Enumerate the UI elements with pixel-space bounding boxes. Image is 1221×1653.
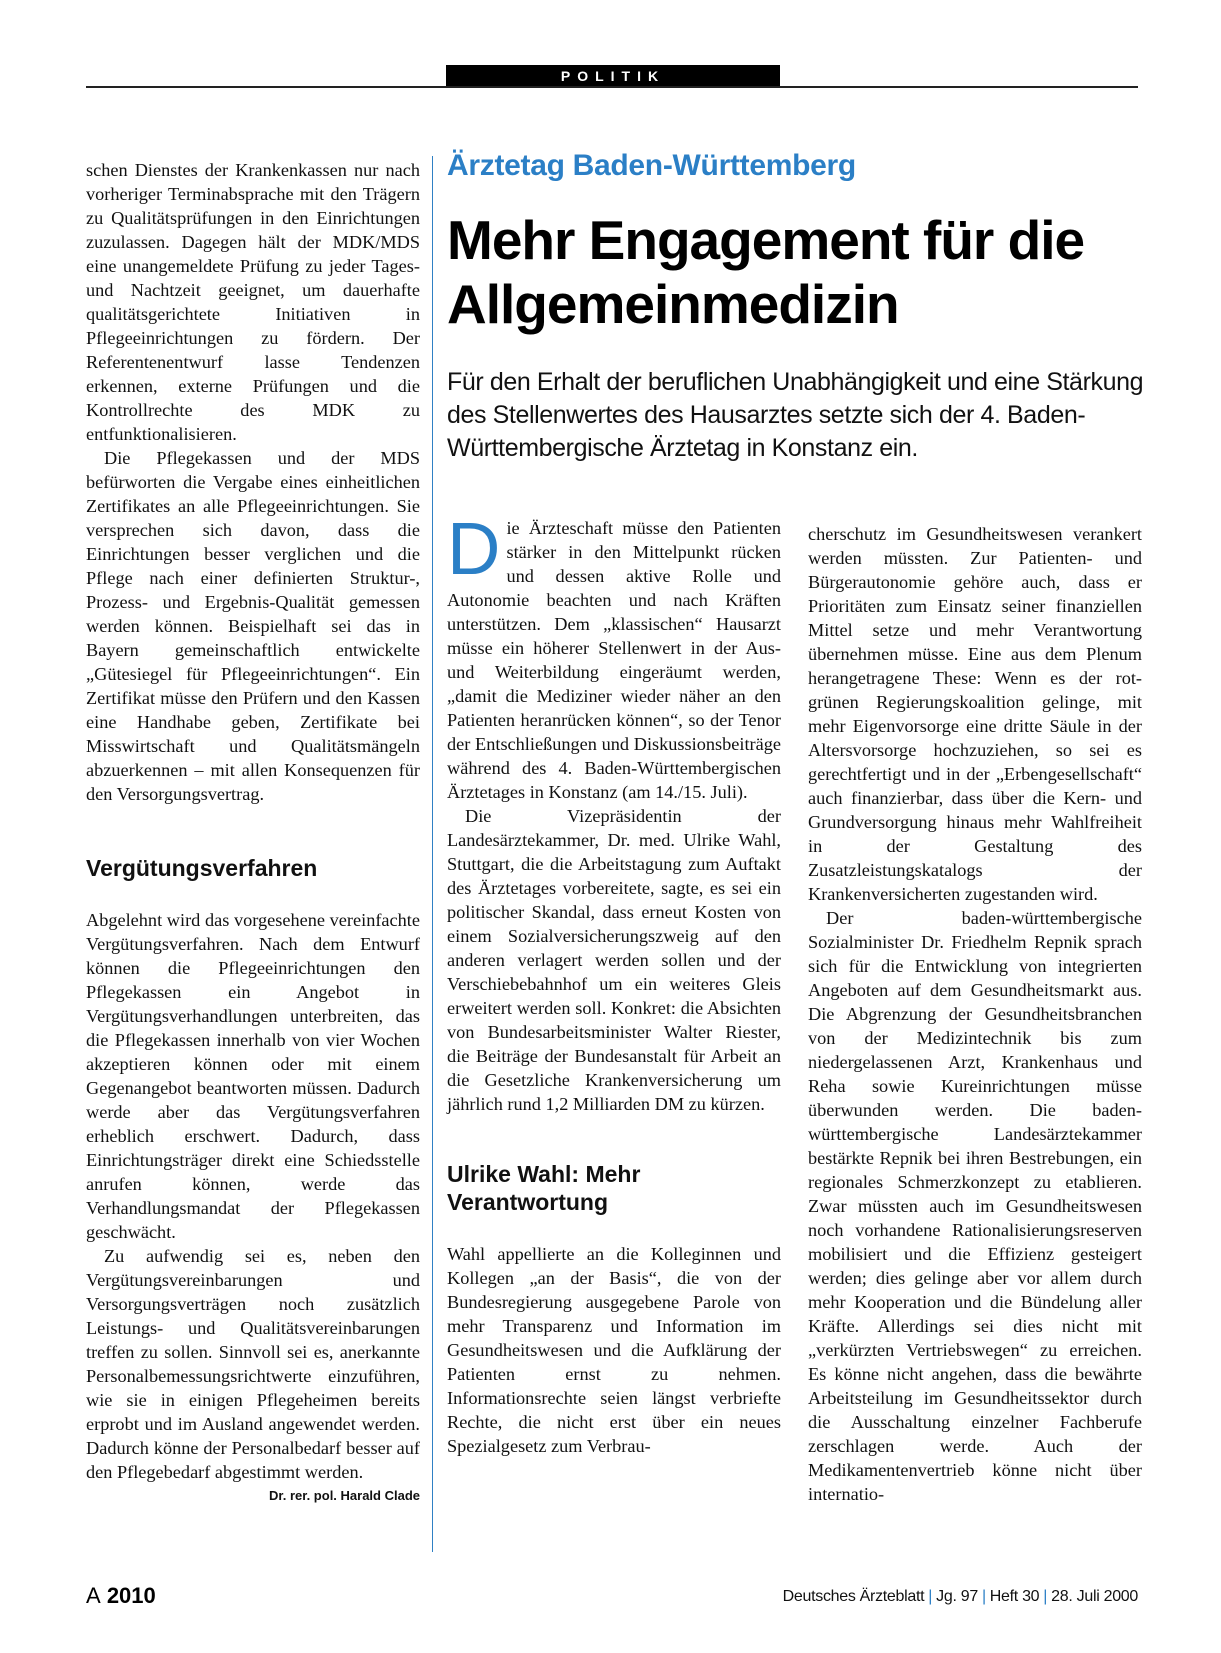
journal-name: Deutsches Ärzteblatt — [782, 1588, 925, 1605]
body-paragraph: schen Dienstes der Krankenkassen nur nach vorheriger Terminabsprache mit den Trägern zu Qualitätsprüfungen in den Einrichtungen zuzulassen. Dagegen hält der MDK/MDS eine unangemeldete Prüfung zu jeder Tages- und Nachtzeit geeignet, um dauerhafte qualitätsgerichtete Initiativen in Pflegeeinrichtungen zu fördern. Der Referentenentwurf lasse Tendenzen erkennen, externe Prüfungen und die Kontrollrechte des MDK zu entfunktionalisieren. — [86, 160, 420, 444]
article-headline: Mehr Engagement für die Allgemeinmedizin — [447, 209, 1085, 335]
column-divider — [432, 156, 433, 1552]
lead-paragraph — [447, 507, 781, 804]
issue: Heft 30 — [989, 1588, 1040, 1605]
page-number — [86, 1583, 156, 1609]
page-prefix: A — [86, 1583, 101, 1608]
header-rule — [86, 86, 1138, 88]
page-number-value: 2010 — [106, 1583, 156, 1608]
article-teaser: Für den Erhalt der beruflichen Unabhängigkeit und eine Stärkung des Stellenwertes des Hausarztes setzte sich der 4. Baden-Württembergische Ärztetag in Konstanz ein. — [447, 368, 1144, 462]
separator: | — [1043, 1588, 1048, 1605]
previous-article-column — [86, 158, 420, 1508]
body-paragraph — [86, 1244, 420, 1503]
section-label: POLITIK — [446, 65, 780, 87]
drop-cap: D — [447, 507, 501, 590]
volume: Jg. 97 — [936, 1588, 978, 1605]
body-paragraph: Die Pflegekassen und der MDS befürworten die Vergabe eines einheitlichen Zertifikates an alle Pflegeeinrichtungen. Sie versprechen sich davon, dass die Einrichtungen besser verglichen und die Pflege nach einer definierten Struktur-, Prozess- und Ergebnis-Qualität gemessen werden können. Beispielhaft sei das in Bayern gemeinschaftlich entwickelte „Gütesiegel für Pflegeeinrichtungen“. Ein Zertifikat müsse den Prüfern und den Kassen eine Handhabe geben, Zertifikate bei Misswirtschaft und Qualitätsmängeln abzuerkennen – mit allen Konsequenzen für den Versorgungsvertrag. — [86, 448, 420, 804]
article-column-3 — [808, 522, 1142, 1506]
subheading: Vergütungsverfahren — [86, 855, 318, 881]
body-paragraph: Der baden-württembergische Sozialminister Dr. Friedhelm Repnik sprach sich für die Entwicklung von integrierten Angeboten auf dem Gesundheitsmarkt aus. Die Abgrenzung der Gesundheitsbranchen von der Medizintechnik bis zum niedergelassenen Arzt, Krankenhaus und Reha sowie Kureinrichtungen müsse überwunden werden. Die baden-württembergische Landesärztekammer bestärkte Repnik bei ihren Bestrebungen, ein regionales Schmerzkonzept zu etablieren. Zwar müssten auch im Gesundheitswesen noch vorhandene Rationalisierungsreserven mobilisiert und die Effizienz gesteigert werden; dies gelinge aber vor allem durch mehr Kooperation und die Bündelung aller Kräfte. Allerdings sei dies nicht mit „verkürzten Vertriebswegen“ zu erreichen. Es könne nicht angehen, dass die bewährte Arbeitsteilung im Gesundheitssektor durch die Ausschaltung einzelner Fachberufe zerschlagen werde. Auch der Medikamentenvertrieb könne nicht über internatio- — [808, 908, 1142, 1504]
article-column-2 — [447, 507, 781, 1458]
separator: | — [981, 1588, 986, 1605]
author-byline: Dr. rer. pol. Harald Clade — [269, 1488, 420, 1503]
body-paragraph: cherschutz im Gesundheitswesen verankert werden müssten. Zur Patienten- und Bürgerautonomie gehöre auch, dass er Prioritäten zum Einsatz seiner finanziellen Mittel setze und mehr Verantwortung übernehmen müsse. Eine aus dem Plenum herangetragene These: Wenn es der rot-grünen Regierungskoalition gelinge, mit mehr Eigenvorsorge eine dritte Säule in der Altersvorsorge hochzuziehen, so sei es gerechtfertigt und in der „Erbengesellschaft“ auch finanzierbar, dass über die Kern- und Grundversorgung hinaus mehr Wahlfreiheit in der Gestaltung des Zusatzleistungskatalogs der Krankenversicherten zugestanden wird. — [808, 524, 1142, 904]
article-kicker: Ärztetag Baden-Württemberg — [447, 149, 856, 182]
lead-text: ie Ärzteschaft müsse den Patienten stärker in den Mittelpunkt rücken und dessen aktive Rolle und Autonomie beachten und nach Kräften unterstützen. Dem „klassischen“ Hausarzt müsse ein höherer Stellenwert in der Aus- und Weiterbildung eingeräumt werden, „damit die Mediziner wieder näher an den Patienten heranrücken können“, so der Tenor der Entschließungen und Diskussionsbeiträge während des 4. Baden-Württembergischen Ärztetages in Konstanz (am 14./15. Juli). — [447, 518, 781, 802]
subheading: Ulrike Wahl: Mehr Verantwortung — [447, 1161, 641, 1215]
body-paragraph: Wahl appellierte an die Kolleginnen und Kollegen „an der Basis“, die von der Bundesregierung ausgegebene Parole von mehr Transparenz und Information im Gesundheitswesen und die Aufklärung der Patienten ernst zu nehmen. Informationsrechte seien längst verbriefte Rechte, die nicht erst über ein neues Spezialgesetz zum Verbrau- — [447, 1244, 781, 1456]
body-paragraph: Die Vizepräsidentin der Landesärztekammer, Dr. med. Ulrike Wahl, Stuttgart, die die Arbeitstagung zum Auftakt des Ärztetages vorbereitete, sagte, es sei ein politischer Skandal, dass erneut Kosten von einem Sozialversicherungszweig auf den anderen verlagert werden sollen und der Verschiebebahnhof um ein weiteres Gleis erweitert werden soll. Konkret: die Absichten von Bundesarbeitsminister Walter Riester, die Beiträge der Bundesanstalt für Arbeit an die Gesetzliche Krankenversicherung um jährlich rund 1,2 Milliarden DM zu kürzen. — [447, 806, 781, 1114]
separator: | — [928, 1588, 933, 1605]
body-paragraph: Abgelehnt wird das vorgesehene vereinfachte Vergütungsverfahren. Nach dem Entwurf können die Pflegeeinrichtungen den Pflegekassen ein Angebot in Vergütungsverhandlungen unterbreiten, das die Pflegekassen innerhalb von vier Wochen akzeptieren können oder mit einem Gegenangebot beantworten müssen. Dadurch werde aber das Vergütungsverfahren erheblich erschwert. Dadurch, dass Einrichtungsträger direkt eine Schiedsstelle anrufen können, werde das Verhandlungsmandat der Pflegekassen geschwächt. — [86, 910, 420, 1242]
publication-info — [783, 1588, 1138, 1606]
paragraph-text: Zu aufwendig sei es, neben den Vergütungsvereinbarungen und Versorgungsverträgen noch zusätzlich Leistungs- und Qualitätsvereinbarungen treffen zu sollen. Sinnvoll sei es, anerkannte Personalbemessungsrichtwerte einzuführen, wie sie in einigen Pflegeheimen bereits erprobt und im Ausland angewendet werden. Dadurch könne der Personalbedarf besser auf den Pflegebedarf abgestimmt werden. — [86, 1246, 420, 1482]
issue-date: 28. Juli 2000 — [1051, 1588, 1138, 1605]
